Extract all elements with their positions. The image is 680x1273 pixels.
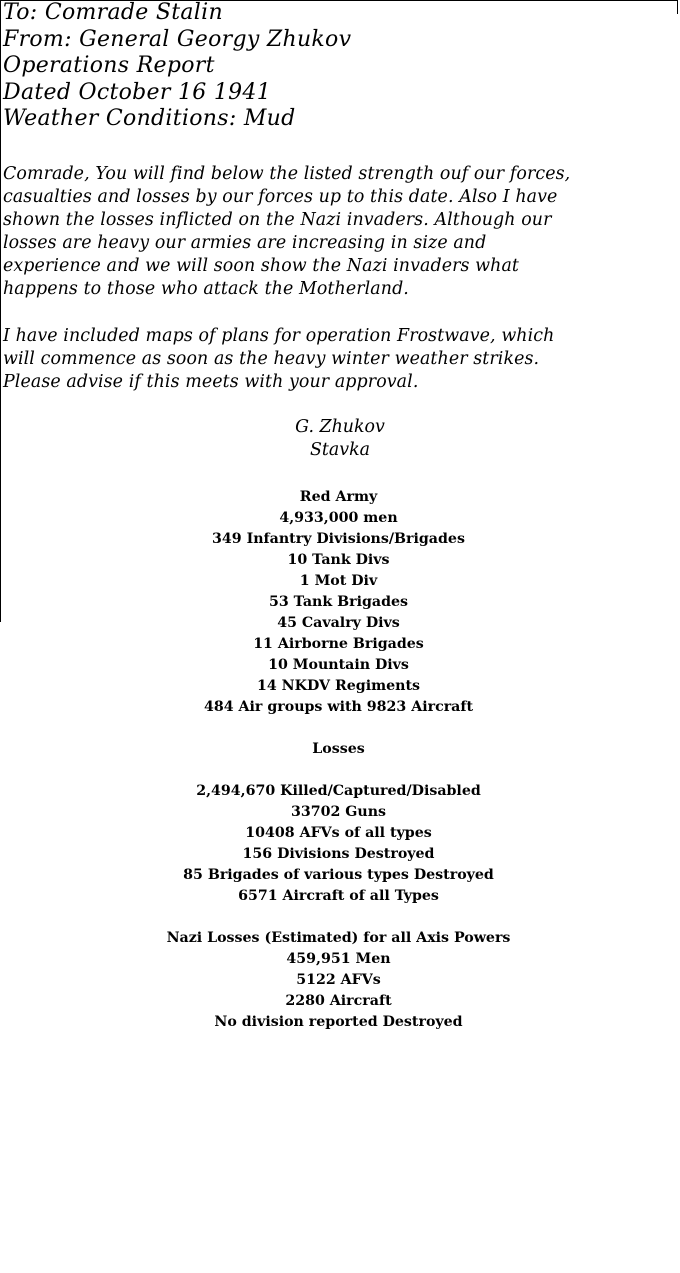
intro-paragraph [3, 163, 678, 301]
paragraph-line: shown the losses inflicted on the Nazi invaders. Although our [3, 210, 552, 230]
paragraph-line: I have included maps of plans for operation Frostwave, which [3, 326, 555, 346]
spacer [0, 907, 677, 928]
memo-to: To: Comrade Stalin [3, 0, 223, 25]
document-border-right [677, 0, 678, 14]
red-army-item: 10 Tank Divs [287, 552, 390, 568]
paragraph-line: will commence as soon as the heavy winter weather strikes. [3, 349, 540, 369]
red-army-item: 1 Mot Div [299, 573, 378, 589]
signature-org: Stavka [309, 440, 370, 460]
red-army-item: 45 Cavalry Divs [277, 615, 400, 631]
signature-name: G. Zhukov [295, 417, 385, 437]
nazi-losses-item: 5122 AFVs [296, 972, 381, 988]
paragraph-line: losses are heavy our armies are increasing in size and [3, 233, 487, 253]
red-army-item: 349 Infantry Divisions/Brigades [212, 531, 465, 547]
memo-weather: Weather Conditions: Mud [3, 106, 296, 132]
nazi-losses-item: 2280 Aircraft [285, 993, 392, 1009]
nazi-losses-heading: Nazi Losses (Estimated) for all Axis Powers [166, 930, 511, 946]
losses-item: 156 Divisions Destroyed [242, 846, 435, 862]
red-army-item: 4,933,000 men [279, 510, 398, 526]
red-army-item: 10 Mountain Divs [268, 657, 409, 673]
memo-header [3, 0, 673, 133]
red-army-item: 53 Tank Brigades [268, 594, 409, 610]
memo-from: From: General Georgy Zhukov [3, 26, 352, 52]
red-army-item: 484 Air groups with 9823 Aircraft [203, 699, 474, 715]
losses-heading: Losses [312, 741, 365, 757]
losses-item: 10408 AFVs of all types [245, 825, 432, 841]
paragraph-line: happens to those who attack the Motherland. [3, 279, 409, 299]
paragraph-line: casualties and losses by our forces up to this date. Also I have [3, 187, 558, 207]
spacer [0, 718, 677, 739]
paragraph-line: experience and we will soon show the Nazi invaders what [3, 256, 520, 276]
plans-paragraph [3, 325, 678, 394]
paragraph-line: Comrade, You will find below the listed strength ouf our forces, [3, 164, 571, 184]
memo-date: Dated October 16 1941 [3, 79, 272, 105]
losses-item: 6571 Aircraft of all Types [238, 888, 439, 904]
spacer [0, 760, 677, 781]
red-army-heading: Red Army [299, 489, 378, 505]
losses-item: 85 Brigades of various types Destroyed [183, 867, 494, 883]
nazi-losses-item: 459,951 Men [286, 951, 391, 967]
red-army-item: 14 NKDV Regiments [256, 678, 420, 694]
forces-summary [0, 487, 677, 1033]
losses-item: 33702 Guns [290, 804, 387, 820]
paragraph-line: Please advise if this meets with your approval. [3, 372, 419, 392]
nazi-losses-item: No division reported Destroyed [214, 1014, 463, 1030]
losses-item: 2,494,670 Killed/Captured/Disabled [196, 783, 481, 799]
red-army-item: 11 Airborne Brigades [253, 636, 424, 652]
memo-report-title: Operations Report [3, 53, 215, 79]
